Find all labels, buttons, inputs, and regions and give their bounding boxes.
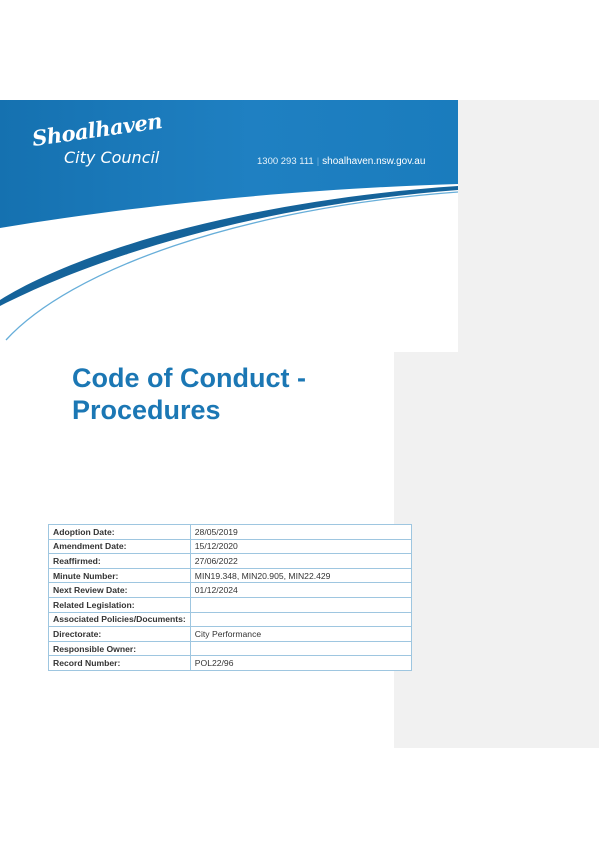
details-value	[190, 641, 411, 656]
document-details-table	[48, 524, 412, 671]
details-label: Minute Number:	[49, 568, 191, 583]
logo-script-text: Shoalhaven	[30, 108, 164, 151]
details-row	[49, 583, 412, 598]
details-value: MIN19.348, MIN20.905, MIN22.429	[190, 568, 411, 583]
details-value: City Performance	[190, 627, 411, 642]
details-label: Next Review Date:	[49, 583, 191, 598]
details-value	[190, 597, 411, 612]
details-row	[49, 554, 412, 569]
document-title	[72, 362, 392, 426]
details-label: Record Number:	[49, 656, 191, 671]
council-logo	[30, 108, 174, 178]
details-row	[49, 627, 412, 642]
details-label: Amendment Date:	[49, 539, 191, 554]
details-label: Directorate:	[49, 627, 191, 642]
details-label: Responsible Owner:	[49, 641, 191, 656]
grey-side-panel	[394, 352, 599, 748]
details-row	[49, 568, 412, 583]
details-row	[49, 597, 412, 612]
title-line-2: Procedures	[72, 395, 221, 425]
details-row	[49, 539, 412, 554]
contact-line	[257, 156, 425, 167]
logo-sub-text: City Council	[64, 148, 160, 167]
details-label: Related Legislation:	[49, 597, 191, 612]
grey-side-panel	[458, 100, 599, 352]
details-value: 15/12/2020	[190, 539, 411, 554]
title-line-1: Code of Conduct -	[72, 363, 306, 393]
details-row	[49, 612, 412, 627]
details-row	[49, 656, 412, 671]
details-value: 01/12/2024	[190, 583, 411, 598]
details-value: 28/05/2019	[190, 525, 411, 540]
details-label: Associated Policies/Documents:	[49, 612, 191, 627]
website-link[interactable]: shoalhaven.nsw.gov.au	[322, 156, 426, 167]
contact-separator: |	[316, 156, 320, 167]
details-value: 27/06/2022	[190, 554, 411, 569]
details-label: Reaffirmed:	[49, 554, 191, 569]
phone-number: 1300 293 111	[257, 156, 314, 167]
details-label: Adoption Date:	[49, 525, 191, 540]
details-row	[49, 641, 412, 656]
details-value: POL22/96	[190, 656, 411, 671]
details-row	[49, 525, 412, 540]
details-value	[190, 612, 411, 627]
